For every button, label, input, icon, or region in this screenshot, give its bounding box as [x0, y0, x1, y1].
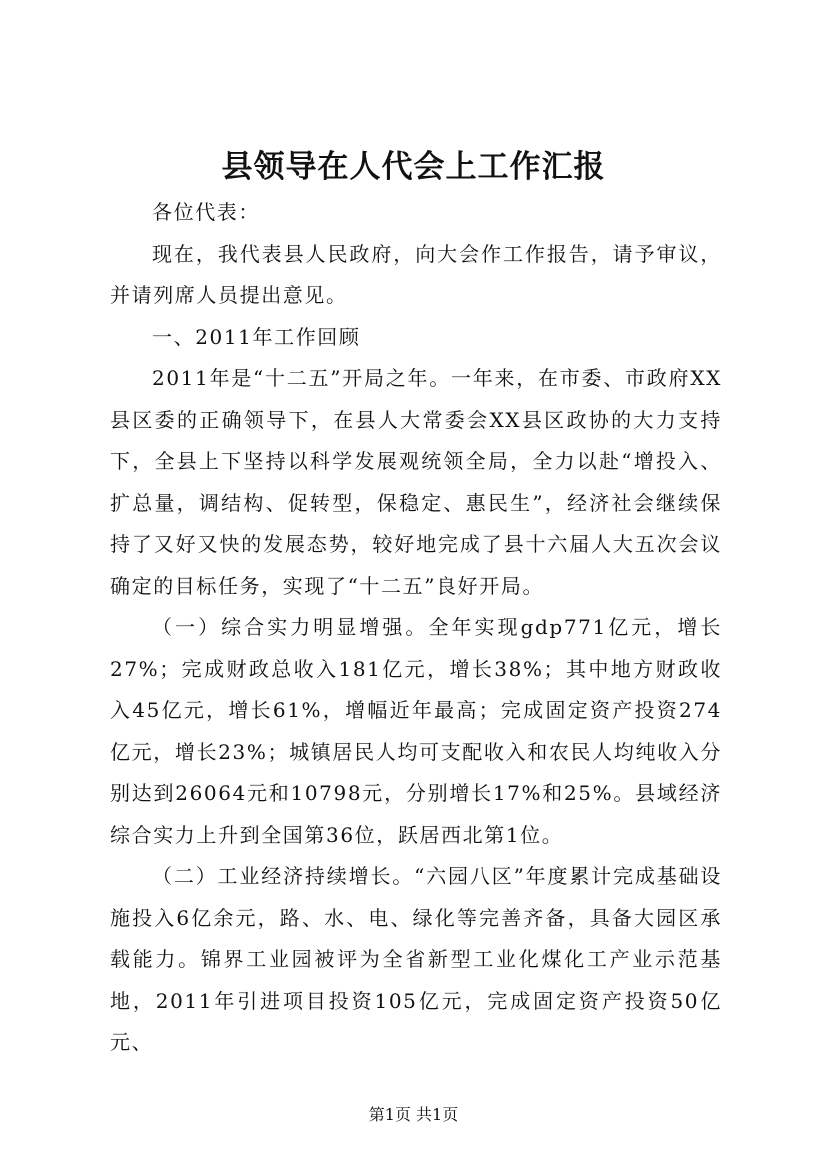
- page-footer: [0, 1103, 827, 1127]
- salutation-paragraph: 各位代表：: [152, 200, 260, 224]
- section-heading: 一、2011年工作回顾: [152, 324, 361, 349]
- opening-paragraph: 现在，我代表县人民政府，向大会作工作报告，请予审议，并请列席人员提出意见。: [110, 241, 722, 307]
- economic-strength-paragraph: （一）综合实力明显增强。全年实现gdp771亿元，增长27%；完成财政总收入181亿元，增长38%；其中地方财政收入45亿元，增长61%，增幅近年最高；完成固定资产投资274亿元，增长23%；城镇居民人均可支配收入和农民人均纯收入分别达到26064元和10798元，分别增长17%和25%。县域经济综合实力上升到全国第36位，跃居西北第1位。: [110, 615, 722, 847]
- industrial-growth-paragraph: （二）工业经济持续增长。“六园八区”年度累计完成基础设施投入6亿余元，路、水、电、绿化等完善齐备，具备大园区承载能力。锦界工业园被评为全省新型工业化煤化工产业示范基地，2011年引进项目投资105亿元，完成固定资产投资50亿元、: [110, 864, 722, 1054]
- review-paragraph: 2011年是“十二五”开局之年。一年来，在市委、市政府XX县区委的正确领导下，在县人大常委会XX县区政协的大力支持下，全县上下坚持以科学发展观统领全局，全力以赴“增投入、扩总量，调结构、促转型，保稳定、惠民生”，经济社会继续保持了又好又快的发展态势，较好地完成了县十六届人大五次会议确定的目标任务，实现了“十二五”良好开局。: [110, 366, 722, 598]
- document-body: [110, 192, 722, 1064]
- page-number: 第1页 共1页: [368, 1105, 459, 1124]
- document-title: 县领导在人代会上工作汇报: [221, 149, 606, 185]
